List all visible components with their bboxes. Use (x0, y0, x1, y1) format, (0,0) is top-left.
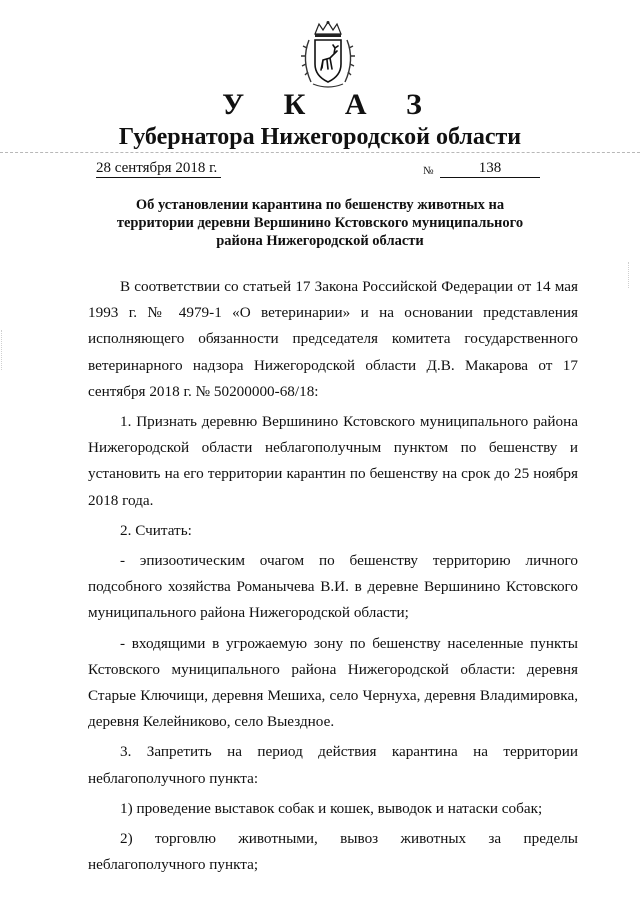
item-2a-paragraph: - эпизоотическим очагом по бешенству территорию личного подсобного хозяйства Романычева В.И. в деревне Вершинино Кстовского муниципального района Нижегородской области; (88, 552, 578, 622)
item-3b-paragraph: 2) торговлю животными, вывоз животных за пределы неблагополучного пункта; (88, 830, 578, 874)
item-2-paragraph: 2. Считать: (120, 521, 192, 539)
decree-heading (90, 196, 550, 250)
item-3a-paragraph: 1) проведение выставок собак и кошек, выводок и натаски собак; (120, 799, 543, 817)
decree-date: 28 сентября 2018 г. (96, 159, 221, 178)
decree-subtitle: Губернатора Нижегородской области (118, 124, 522, 150)
decree-number-label: № (423, 165, 434, 177)
coat-of-arms-emblem (299, 20, 357, 90)
item-2b-paragraph: - входящими в угрожаемую зону по бешенству населенные пункты Кстовского муниципального района Нижегородской области: деревня Старые Ключищи, деревня Мешиха, село Чернуха, деревня Владимировка, деревня Келейниково, село Выездное. (88, 634, 578, 731)
heading-line: Об установлении карантина по бешенству животных на (135, 197, 505, 213)
heading-line: района Нижегородской области (216, 233, 424, 249)
header-divider (0, 152, 640, 153)
item-3-paragraph: 3. Запретить на период действия карантина на территории неблагополучного пункта: (88, 743, 578, 787)
scan-artifact (1, 330, 2, 370)
heading-line: территории деревни Вершинино Кстовского муниципального (116, 215, 524, 231)
item-1-paragraph: 1. Признать деревню Вершинино Кстовского муниципального района Нижегородской области неблагополучным пунктом по бешенству и установить на его территории карантин по бешенству на срок до 25 ноября 2018 года. (88, 413, 578, 509)
scan-artifact (628, 262, 629, 288)
decree-body (88, 274, 578, 878)
decree-number: 138 (440, 159, 540, 178)
intro-paragraph: В соответствии со статьей 17 Закона Российской Федерации от 14 мая 1993 г. № 4979-1 «О ветеринарии» и на основании представления исполняющего обязанности председателя комитета государственного ветеринарного надзора Нижегородской области Д.В. Макарова от 17 сентября 2018 г. № 50200000-68/18: (88, 278, 578, 400)
decree-title: У К А З (222, 88, 438, 121)
